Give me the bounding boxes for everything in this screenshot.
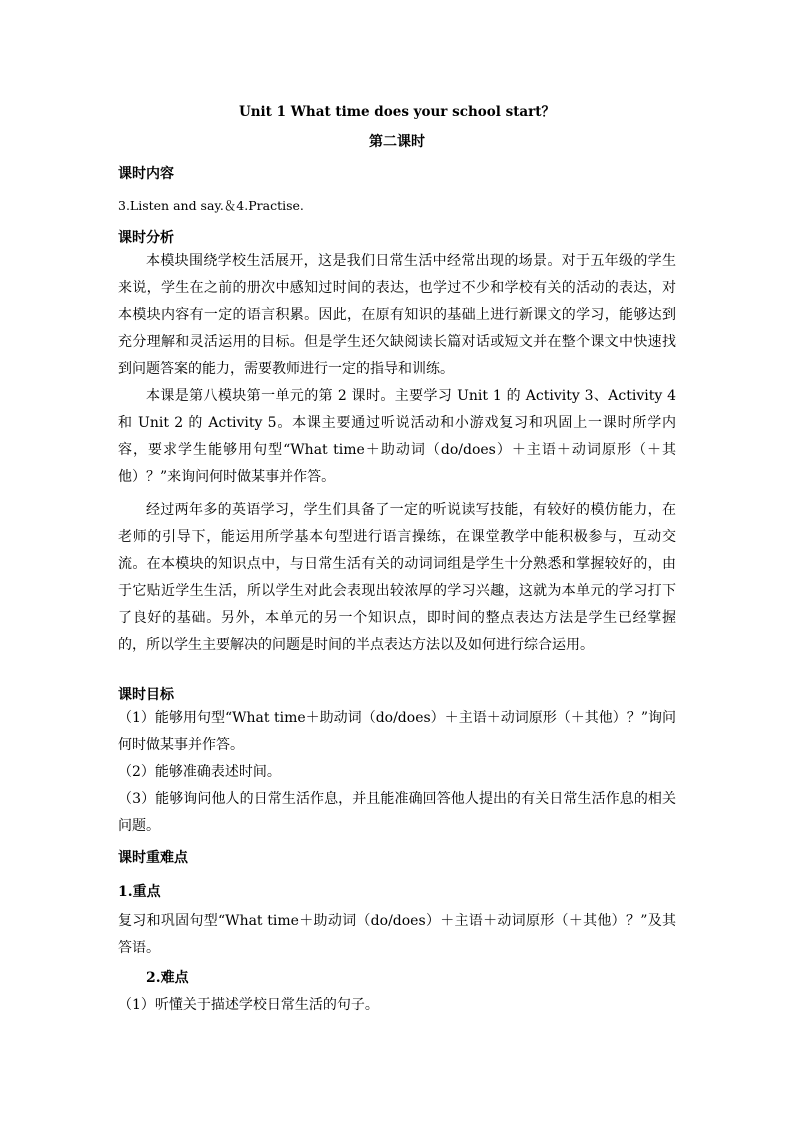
key-point-heading: 1.重点 — [118, 884, 161, 900]
goal-item-3: （3）能够询问他人的日常生活作息，并且能准确回答他人提出的有关日常生活作息的相关问题。 — [118, 791, 676, 834]
key-point-text: 复习和巩固句型“What time＋助动词（do/does）＋主语＋动词原形（＋其他）？”及其答语。 — [118, 913, 676, 956]
goals-heading: 课时目标 — [118, 687, 174, 703]
analysis-paragraph-1: 本模块围绕学校生活展开，这是我们日常生活中经常出现的场景。对于五年级的学生来说，学生在之前的册次中感知过时间的表达，也学过不少和学校有关的活动的表达，对本模块内容有一定的语言积累。因此，在原有知识的基础上进行新课文的学习，能够达到充分理解和灵活运用的目标。但是学生还欠缺阅读长篇对话或短文并在整个课文中快速找到问题答案的能力，需要教师进行一定的指导和训练。 — [118, 253, 676, 377]
keypoints-heading: 课时重难点 — [118, 850, 188, 866]
content-text: 3.Listen and say.＆4.Practise. — [118, 198, 304, 213]
goal-item-2: （2）能够准确表述时间。 — [118, 764, 281, 780]
lesson-subtitle: 第二课时 — [369, 134, 425, 150]
goal-item-1: （1）能够用句型“What time＋助动词（do/does）＋主语＋动词原形（＋其他）？”询问何时做某事并作答。 — [118, 710, 676, 753]
difficult-point-item-1: （1）听懂关于描述学校日常生活的句子。 — [118, 997, 379, 1013]
analysis-heading: 课时分析 — [118, 230, 174, 246]
document-page — [118, 102, 676, 1019]
content-heading: 课时内容 — [118, 166, 174, 182]
analysis-paragraph-2: 本课是第八模块第一单元的第 2 课时。主要学习 Unit 1 的 Activity 3、Activity 4 和 Unit 2 的 Activity 5。本课主要通过听说活动和小游戏复习和巩固上一课时所学内容，要求学生能够用句型“What time＋助动词（do/does）＋主语＋动词原形（＋其他）？”来询问何时做某事并作答。 — [118, 388, 676, 485]
difficult-point-heading: 2.难点 — [146, 970, 189, 986]
analysis-paragraph-3: 经过两年多的英语学习，学生们具备了一定的听说读写技能，有较好的模仿能力，在老师的引导下，能运用所学基本句型进行语言操练，在课堂教学中能积极参与，互动交流。在本模块的知识点中，与日常生活有关的动词词组是学生十分熟悉和掌握较好的，由于它贴近学生生活，所以学生对此会表现出较浓厚的学习兴趣，这就为本单元的学习打下了良好的基础。另外，本单元的另一个知识点，即时间的整点表达方法是学生已经掌握的，所以学生主要解决的问题是时间的半点表达方法以及如何进行综合运用。 — [118, 502, 676, 653]
document-title: Unit 1 What time does your school start？ — [238, 104, 556, 120]
